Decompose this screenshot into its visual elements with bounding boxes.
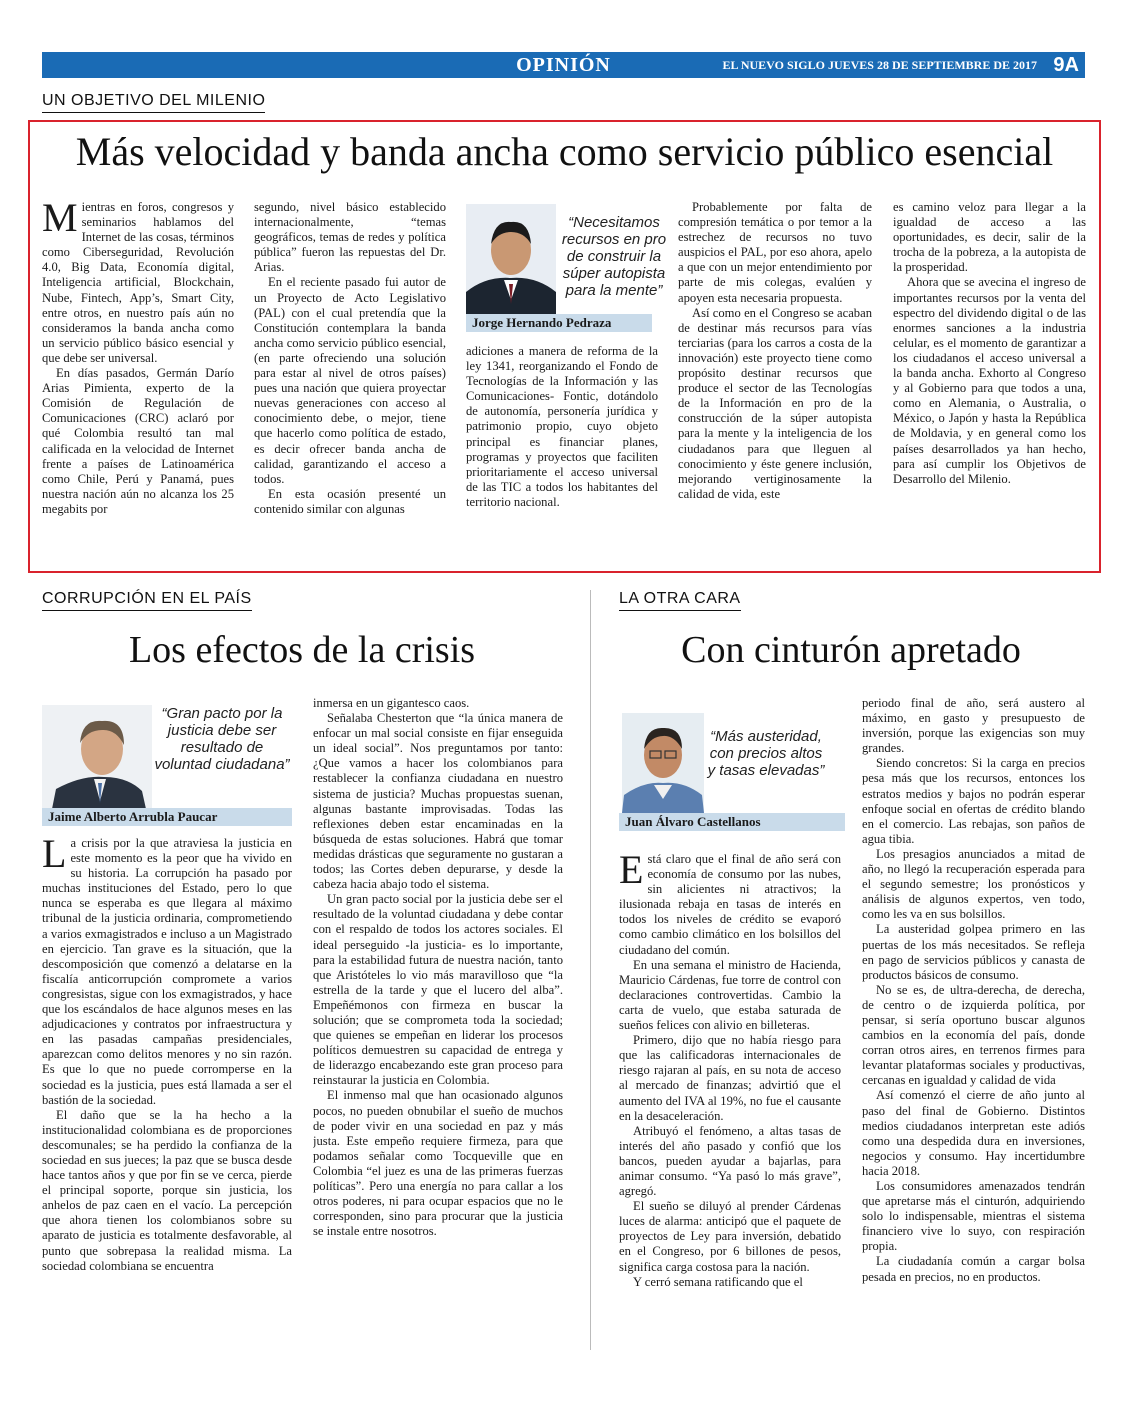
author-portrait xyxy=(466,204,556,314)
paragraph: periodo final de año, será austero al máximo, en gasto y presupuesto de inversión, porque las exigencias son muy grandes. xyxy=(862,696,1085,756)
paragraph: Mientras en foros, congresos y seminarios hablamos del Internet de las cosas, términos como Ciberseguridad, Revolución 4.0, Big Data, Economía digital, Inteligencia artificial, Blockchain, Nube, Fintech, App’s, Smart City, entre otros, en nuestro país aún no consideramos la banda ancha como un servicio público básico esencial y que debe ser universal. xyxy=(42,200,234,365)
author-portrait xyxy=(42,705,152,809)
right-author-name: Juan Álvaro Castellanos xyxy=(619,813,845,831)
paragraph: Así comenzó el cierre de año junto al paso del final de Gobierno. Distintos medios ciudadanos interpretan este adiós como una despedida dura en inversiones, negocios y consumo. Hay incertidumbre hacia 2018. xyxy=(862,1088,1085,1178)
right-column-2 xyxy=(862,696,1085,1351)
paragraph: Siendo concretos: Si la carga en precios pesa más que los recursos, entonces los estratos medios y bajos no podrán esperar enfoque social en ofertas de crédito blando en el comercio. Las rebajas, son paños de agua tibia. xyxy=(862,756,1085,846)
left-pull-quote: “Gran pacto por la justicia debe ser resultado de voluntad ciudadana” xyxy=(154,705,290,773)
main-pull-quote: “Necesitamos recursos en pro de construir la súper autopista para la mente” xyxy=(561,214,667,299)
person-photo-icon xyxy=(622,713,704,813)
author-portrait xyxy=(622,713,704,813)
right-kicker: LA OTRA CARA xyxy=(619,590,741,611)
page-number: 9A xyxy=(1053,54,1079,76)
paragraph: En el reciente pasado fui autor de un Proyecto de Acto Legislativo (PAL) con el cual pretendía que la Constitución contemplara la banda ancha como servicio público esencial, (en parte ofreciendo una solución para estar al nivel de otros países) pues una nación que quiera proyectar nuevas generaciones con acceso al conocimiento debe, o mejor, tiene que hacerlo como política de estado, es decir ofrecer banda ancha de calidad, garantizando el acceso a todos. xyxy=(254,275,446,486)
paragraph: En esta ocasión presenté un contenido similar con algunas xyxy=(254,486,446,516)
paragraph: La crisis por la que atraviesa la justicia en este momento es la peor que ha vivido en su historia. La corrupción ha pasado por muchas instituciones del Estado, pero lo que nunca se esperaba es que llegara al máximo tribunal de la justicia ordinaria, comprometiendo a varios exmagistrados e incluso a un Magistrado en ejercicio. Tan grave es la situación, que la descomposición que comenzó a delatarse en la fiscalía anticorrupción compromete a varios congresistas, sigue con los exmagistrados, y hace que los escándalos de hace algunos meses en las adjudicaciones y contratos por infraestructura y en las pasadas campañas presidenciales, aparezcan como delitos menores y no sin razón. Es que lo que no puede corromperse en la sociedad es la justicia, pues está llamada a ser el bastión de la sociedad. xyxy=(42,836,292,1107)
paragraph: Atribuyó el fenómeno, a altas tasas de interés del año pasado y confió que los bancos, pueden ayudar a bajarlas, para animar consumo. “Ya pasó lo más grave”, agregó. xyxy=(619,1123,841,1199)
paragraph: es camino veloz para llegar a la igualdad de acceso a las oportunidades, es decir, salir de la trocha de la pobreza, a la autopista de la prosperidad. xyxy=(893,200,1086,275)
left-kicker: CORRUPCIÓN EN EL PAÍS xyxy=(42,590,252,611)
paragraph: El sueño se diluyó al prender Cárdenas luces de alarma: anticipó que el paquete de proyectos de Ley para inversión, debatido en el Congreso, por 6 billones de pesos, significa carga costosa para la nación. xyxy=(619,1199,841,1274)
main-column-5 xyxy=(893,200,1086,550)
left-author-name: Jaime Alberto Arrubla Paucar xyxy=(42,808,292,826)
paragraph: Un gran pacto social por la justicia debe ser el resultado de la voluntad ciudadana y debe contar con el respaldo de todos los actores sociales. El ideal perseguido -la justicia- es lo importante, para la estabilidad futura de nuestra nación, tanto que Aristóteles lo vio más maravilloso que “la estrella de la tarde y que el lucero del alba”. Empeñémonos con firmeza en buscar la solución; que se comprometa toda la sociedad; que quienes se empeñan en liderar los procesos políticos demuestren su capacidad de entrega y de liderazgo encabezando este gran proceso para reinstaurar la justicia en Colombia. xyxy=(313,892,563,1088)
paragraph: El inmenso mal que han ocasionado algunos pocos, no pueden obnubilar el sueño de muchos de poder vivir en una sociedad en paz y más justa. Este empeño requiere firmeza, para que podamos señalar como Tocqueville que en Colombia “el juez es una de las primeras fuerzas políticas”. Pero una energía no para callar a los otros poderes, ni para ocupar espacios que no le corresponden, sino para procurar que la justicia se instale entre nosotros. xyxy=(313,1088,563,1239)
paragraph: Ahora que se avecina el ingreso de importantes recursos por la venta del espectro del dividendo digital o de las enormes sanciones a la industria celular, es el momento de garantizar a los ciudadanos el acceso universal a la banda ancha. Exhorto al Congreso y al Gobierno para que todos a una, como en Alemania, o Australia, o México, o Japón y hasta la República de Moldavia, y en general como los países desarrollados ya han hecho, para así cumplir los Objetivos de Desarrollo del Milenio. xyxy=(893,275,1086,486)
paragraph: adiciones a manera de reforma de la ley 1341, reorganizando el Fondo de Tecnologías de la Información y las Comunicaciones- Fontic, dotándolo de autonomía, personería jurídica y patrimonio propio, cuyo objeto principal es financiar planes, programas y proyectos que faciliten prioritariamente el acceso universal de las TIC a todos los habitantes del territorio nacional. xyxy=(466,344,658,509)
paragraph: En días pasados, Germán Darío Arias Pimienta, experto de la Comisión de Regulación de Comunicaciones (CRC) aclaró por qué Colombia resultó tan mal calificada en la velocidad de Internet frente a países de Latinoamérica como Chile, Perú y Panamá, pues nuestra nación aún no alcanza los 25 megabits por xyxy=(42,366,234,516)
right-column-1 xyxy=(619,852,841,1351)
main-headline: Más velocidad y banda ancha como servicio público esencial xyxy=(75,129,1054,174)
left-column-2 xyxy=(313,696,563,1351)
paragraph: Probablemente por falta de compresión temática o por temor a la estrechez de recursos no tuvo auspicios el PAL, por eso ahora, apelo a que con un mejor entendimiento por parte de mis colegas, evalúen y apoyen esta necesaria propuesta. xyxy=(678,200,872,305)
paragraph: No se es, de ultra-derecha, de derecha, de centro o de izquierda política, por pensar, si sería oportuno buscar algunos cambios en la economía del país, donde corran otros aires, en terrenos firmes para levantar plataformas sociales y productivas, cercanas en igualdad y calidad de vida xyxy=(862,982,1085,1088)
paragraph: Los consumidores amenazados tendrán que apretarse más el cinturón, adquiriendo solo lo indispensable, mientras el sistema financiero vive lo suyo, con respiración propia. xyxy=(862,1179,1085,1254)
right-pull-quote: “Más austeridad, con precios altos y tasas elevadas” xyxy=(707,728,825,779)
main-column-2 xyxy=(254,200,446,550)
section-header-bar xyxy=(42,52,1085,78)
paragraph: Señalaba Chesterton que “la única manera de enfocar un mal social consiste en fijar enseguida un ideal social”. Nos preguntamos por tanto: ¿Que vamos a hacer los colombianos para restablecer la confianza ciudadana en nuestro sistema de justicia? Muchas propuestas suenan, algunas bastante improvisadas. Todas las reflexiones deben estar encaminadas en la búsqueda de estas soluciones. Habrá que tomar medidas drásticas que seguramente no gustaran a todos; las Cortes deben depurarse, y desde la cabeza hacia abajo todo el sistema. xyxy=(313,711,563,892)
left-headline: Los efectos de la crisis xyxy=(128,629,476,671)
main-kicker: UN OBJETIVO DEL MILENIO xyxy=(42,92,265,113)
paragraph: La austeridad golpea primero en las puertas de los más necesitados. Se refleja en pago de servicios públicos y canasta de productos básicos de consumo. xyxy=(862,922,1085,982)
publication-date: EL NUEVO SIGLO JUEVES 28 DE SEPTIEMBRE DE 2017 xyxy=(722,58,1037,72)
paragraph: En una semana el ministro de Hacienda, Mauricio Cárdenas, fue torre de control con declaraciones controvertidas. Cambio la carta de vuelo, que estaba saturada de sueños felices con alivio en billeteras. xyxy=(619,957,841,1033)
main-author-name: Jorge Hernando Pedraza xyxy=(466,314,652,332)
paragraph: La ciudadanía común a cargar bolsa pesada en precios, no en productos. xyxy=(862,1254,1085,1284)
paragraph: Está claro que el final de año será con economía de consumo por las nubes, sin alicientes ni atractivos; la ilusionada rebaja en tasas de interés en todos los niveles de crédito se evaporó como cambio climático en los bolsillos del ciudadano del común. xyxy=(619,852,841,957)
main-column-4 xyxy=(678,200,872,550)
left-column-1 xyxy=(42,836,292,1351)
person-photo-icon xyxy=(466,204,556,314)
person-photo-icon xyxy=(42,705,152,809)
main-column-1 xyxy=(42,200,234,550)
column-divider xyxy=(590,590,591,1350)
paragraph: inmersa en un gigantesco caos. xyxy=(313,696,470,710)
right-headline: Con cinturón apretado xyxy=(681,629,1021,671)
main-column-3 xyxy=(466,344,658,550)
paragraph: Y cerró semana ratificando que el xyxy=(633,1274,803,1289)
section-title: OPINIÓN xyxy=(516,54,611,76)
paragraph: segundo, nivel básico establecido internacionalmente, “temas geográficos, temas de redes y política pública” fueron las repuestas del Dr. Arias. xyxy=(254,200,446,275)
paragraph: Los presagios anunciados a mitad de año, no llegó la recuperación esperada para el segundo semestre; los pronósticos y análisis de algunos expertos, ven todo, como les va en sus bolsillos. xyxy=(862,846,1085,922)
paragraph: Así como en el Congreso se acaban de destinar más recursos para vías terciarias (para los carros a costa de la innovación) este proyecto tiene como propósito destinar recursos que produce el sector de las Tecnologías de la Información en pro de la construcción de la súper autopista para la mente y la inteligencia de los ciudadanos para que lleguen al conocimiento y éste genere inclusión, mejorando vertiginosamente la calidad de vida, este xyxy=(678,305,872,501)
paragraph: El daño que se la ha hecho a la institucionalidad colombiana es de proporciones descomunales; se ha perdido la confianza de la sociedad en sus jueces; la paz que se busca desde hace tantos años y que por fin se ve cerca, pierde el principal soporte, porque sin justicia, los anhelos de paz caen en el vacío. La percepción que ahora tienen los colombianos sobre su aparato de justicia es totalmente desfavorable, al punto que sobrepasa la realidad misma. La sociedad colombiana se encuentra xyxy=(42,1107,292,1273)
paragraph: Primero, dijo que no había riesgo para que las calificadoras internacionales de riesgo rajaran al país, en su nota de acceso al mercado de finanzas; advirtió que el aumento del IVA al 19%, no fue el causante en la desaceleración. xyxy=(619,1033,841,1123)
